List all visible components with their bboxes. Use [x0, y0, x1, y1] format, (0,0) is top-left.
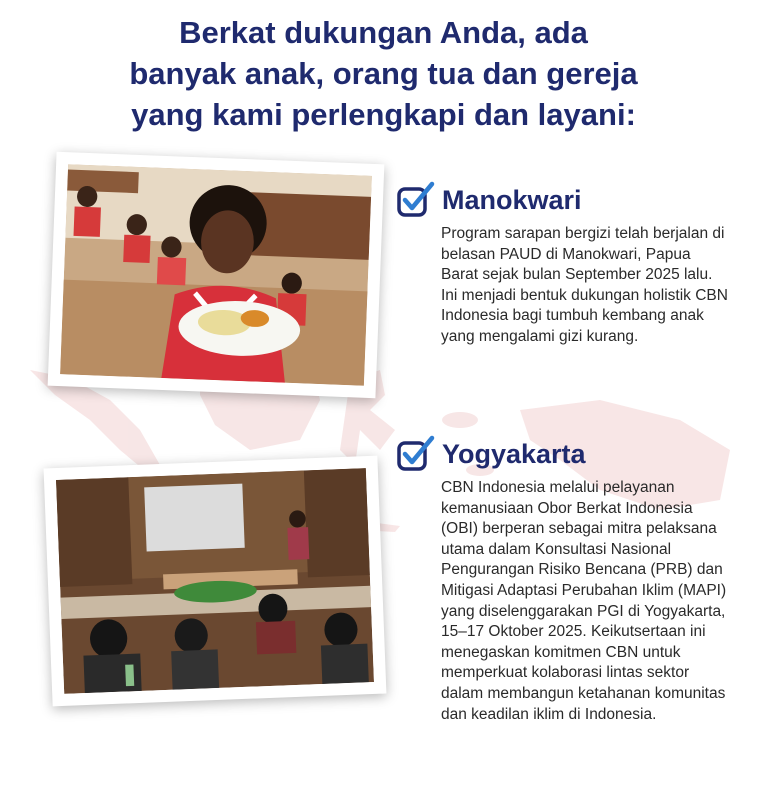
section-body: CBN Indonesia melalui pelayanan kemanusiaan Obor Berkat Indonesia (OBI) berperan sebagai mitra pelaksana utama dalam Konsultasi Nasional Pengurangan Risiko Bencana (PRB) dan Mitigasi Adaptasi Perubahan Iklim (MAPI) yang diselenggarakan PGI di Yogyakarta, 15–17 Oktober 2025. Keikutsertaan ini menegaskan komitmen CBN untuk memperkuat kolaborasi lintas sektor dalam membangun ketahanan komunitas dan keadilan iklim di Indonesia. — [441, 479, 727, 723]
headline-line-3: yang kami perlengkapi dan layani: — [131, 97, 636, 132]
photo-conference-room — [56, 468, 374, 694]
section-yogyakarta — [396, 432, 736, 725]
page-headline — [0, 12, 767, 135]
section-manokwari — [396, 178, 736, 348]
section-title: Manokwari — [442, 185, 582, 215]
section-header — [396, 432, 736, 476]
checkbox-check-icon — [396, 434, 436, 474]
photo-card-manokwari — [48, 152, 385, 398]
section-body: Program sarapan bergizi telah berjalan di belasan PAUD di Manokwari, Papua Barat sejak bulan September 2025 lalu. Ini menjadi bentuk dukungan holistik CBN Indonesia bagi tumbuh kembang anak yang mengalami gizi kurang. — [441, 225, 728, 345]
photo-card-yogyakarta — [44, 456, 387, 707]
headline-line-2: banyak anak, orang tua dan gereja — [129, 56, 638, 91]
checkbox-check-icon — [396, 180, 436, 220]
section-title: Yogyakarta — [442, 439, 586, 469]
photo-child-breakfast — [60, 164, 372, 386]
section-header — [396, 178, 736, 222]
headline-line-1: Berkat dukungan Anda, ada — [179, 15, 588, 50]
